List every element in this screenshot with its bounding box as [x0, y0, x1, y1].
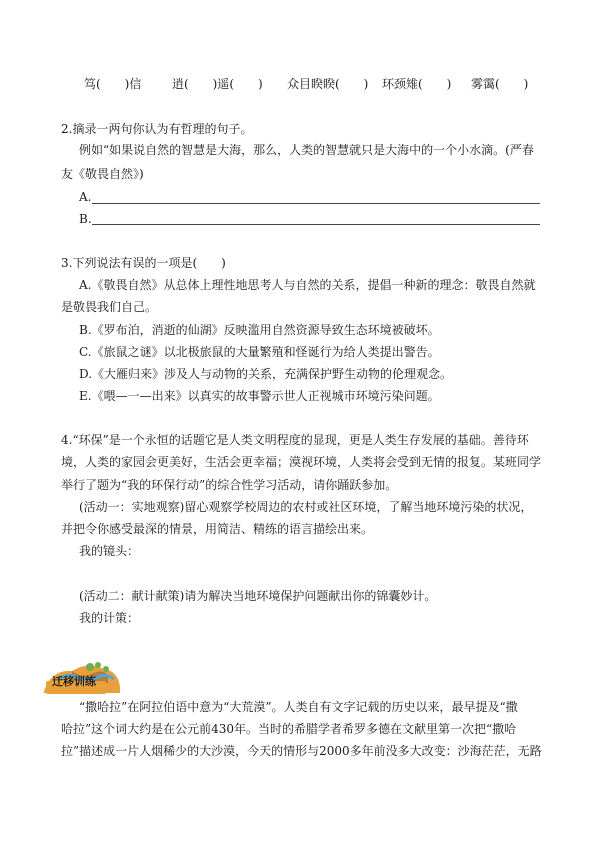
passage-line-1: “撒哈拉”在阿拉伯语中意为“大荒漠”。人类自有文字记载的历史以来，最早提及“撒: [79, 700, 518, 714]
q2-blank-b-label: B.: [79, 212, 92, 226]
q2-example-line-2: 友《敬畏自然》): [61, 167, 144, 181]
q1-item-5: 雾霭( ): [471, 77, 529, 91]
q4-paragraph-line-3: 举行了题为“我的环保行动”的综合性学习活动，请你踊跃参加。: [61, 478, 398, 492]
q3-option-e: E.《喂—一—出来》以真实的故事警示世人正视城市环境污染问题。: [79, 389, 440, 403]
q4-activity-1-answer-label[interactable]: 我的镜头：: [79, 544, 140, 558]
q1-item-1: 笃( )信: [84, 77, 142, 91]
q2-blank-a-label: A.: [79, 190, 92, 204]
q3-prompt: 3.下列说法有误的一项是( ): [61, 256, 226, 270]
q3-option-c: C.《旅鼠之谜》以北极旅鼠的大量繁殖和怪诞行为给人类提出警告。: [79, 345, 440, 359]
q1-item-3: 众目睽睽( ): [287, 77, 369, 91]
section-badge: [42, 657, 122, 695]
q3-option-b: B.《罗布泊，消逝的仙湖》反映滥用自然资源导致生态环境被破坏。: [79, 323, 440, 337]
q2-prompt: 2.摘录一两句你认为有哲理的句子。: [61, 122, 253, 136]
q4-activity-1-line-2: 并把令你感受最深的情景，用简洁、精练的语言描绘出来。: [61, 522, 374, 536]
q4-activity-2-line-1: (活动二：献计献策)请为解决当地环境保护问题献出你的锦囊妙计。: [79, 589, 437, 603]
section-badge-title: 迁移训练: [52, 675, 96, 688]
q2-example-line-1: 例如“如果说自然的智慧是大海，那么，人类的智慧就只是大海中的一个小水滴。(严春: [79, 143, 534, 157]
passage-line-2: 哈拉”这个词大约是在公元前430年。当时的希腊学者希罗多德在文献里第一次把“撒哈: [61, 722, 517, 736]
q1-item-4: 环颈雉( ): [382, 77, 452, 91]
q3-option-a-line-1: A.《敬畏自然》从总体上理性地思考人与自然的关系，提倡一种新的理念：敬畏自然就: [79, 278, 536, 292]
q2-answer-line-b[interactable]: [92, 224, 540, 225]
q4-activity-1-line-1: (活动一：实地观察)留心观察学校周边的农村或社区环境，了解当地环境污染的状况，: [79, 500, 533, 514]
q2-answer-line-a[interactable]: [92, 203, 540, 204]
q4-paragraph-line-1: 4.“环保”是一个永恒的话题它是人类文明程度的显现，更是人类生存发展的基础。善待环: [61, 433, 529, 447]
passage-line-3: 拉”描述成一片人烟稀少的大沙漠，今天的情形与2000多年前没多大改变：沙海茫茫，无路: [61, 744, 542, 758]
q1-item-2: 逍( )遥( ): [172, 77, 263, 91]
q4-paragraph-line-2: 境，人类的家园会更美好，生活会更幸福；漠视环境，人类将会受到无情的报复。某班同学: [61, 455, 542, 469]
q3-option-a-line-2: 是敬畏我们自己。: [61, 300, 158, 314]
q4-activity-2-answer-label[interactable]: 我的计策：: [79, 611, 140, 625]
q3-option-d: D.《大雁归来》涉及人与动物的关系，充满保护野生动物的伦理观念。: [79, 367, 453, 381]
